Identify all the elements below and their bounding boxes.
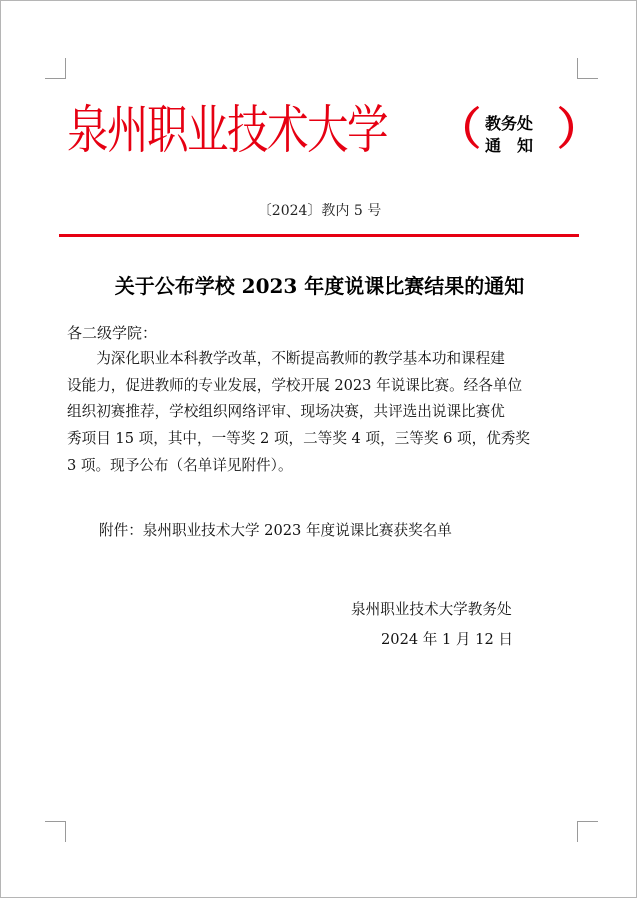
body-line: 设能力，促进教师的专业发展，学校开展 2023 年说课比赛。经各单位 bbox=[67, 376, 523, 394]
letterhead-department-line1: 教务处 bbox=[485, 114, 534, 133]
body-line: 秀项目 15 项，其中，一等奖 2 项，二等奖 4 项，三等奖 6 项，优秀奖 bbox=[67, 430, 530, 448]
red-separator-line bbox=[59, 234, 579, 237]
margin-corner-bottom-left bbox=[45, 821, 66, 842]
margin-corner-bottom-right bbox=[577, 821, 598, 842]
letterhead-paren-right: ） bbox=[557, 104, 601, 155]
body-line: 组织初赛推荐，学校组织网络评审、现场决赛，共评选出说课比赛优 bbox=[67, 403, 505, 421]
letterhead-department-line2: 通 知 bbox=[485, 136, 534, 155]
letterhead-paren-left: （ bbox=[437, 104, 481, 155]
notice-title: 关于公布学校 2023 年度说课比赛结果的通知 bbox=[114, 274, 525, 298]
body-line: 为深化职业本科教学改革，不断提高教师的教学基本功和课程建 bbox=[67, 350, 505, 367]
body-line: 3 项。现予公布（名单详见附件）。 bbox=[67, 456, 293, 474]
letterhead-university-name: 泉州职业技术大学 bbox=[67, 101, 388, 161]
margin-corner-top-left bbox=[45, 58, 66, 79]
signature-organization: 泉州职业技术大学教务处 bbox=[351, 601, 512, 618]
margin-corner-top-right bbox=[577, 58, 598, 79]
salutation: 各二级学院： bbox=[67, 324, 158, 342]
body-paragraph bbox=[67, 346, 581, 480]
signature-date: 2024 年 1 月 12 日 bbox=[381, 631, 513, 648]
letterhead-department bbox=[485, 113, 533, 157]
attachment-line: 附件：泉州职业技术大学 2023 年度说课比赛获奖名单 bbox=[99, 522, 452, 539]
document-number: 〔2024〕教内 5 号 bbox=[257, 203, 382, 219]
